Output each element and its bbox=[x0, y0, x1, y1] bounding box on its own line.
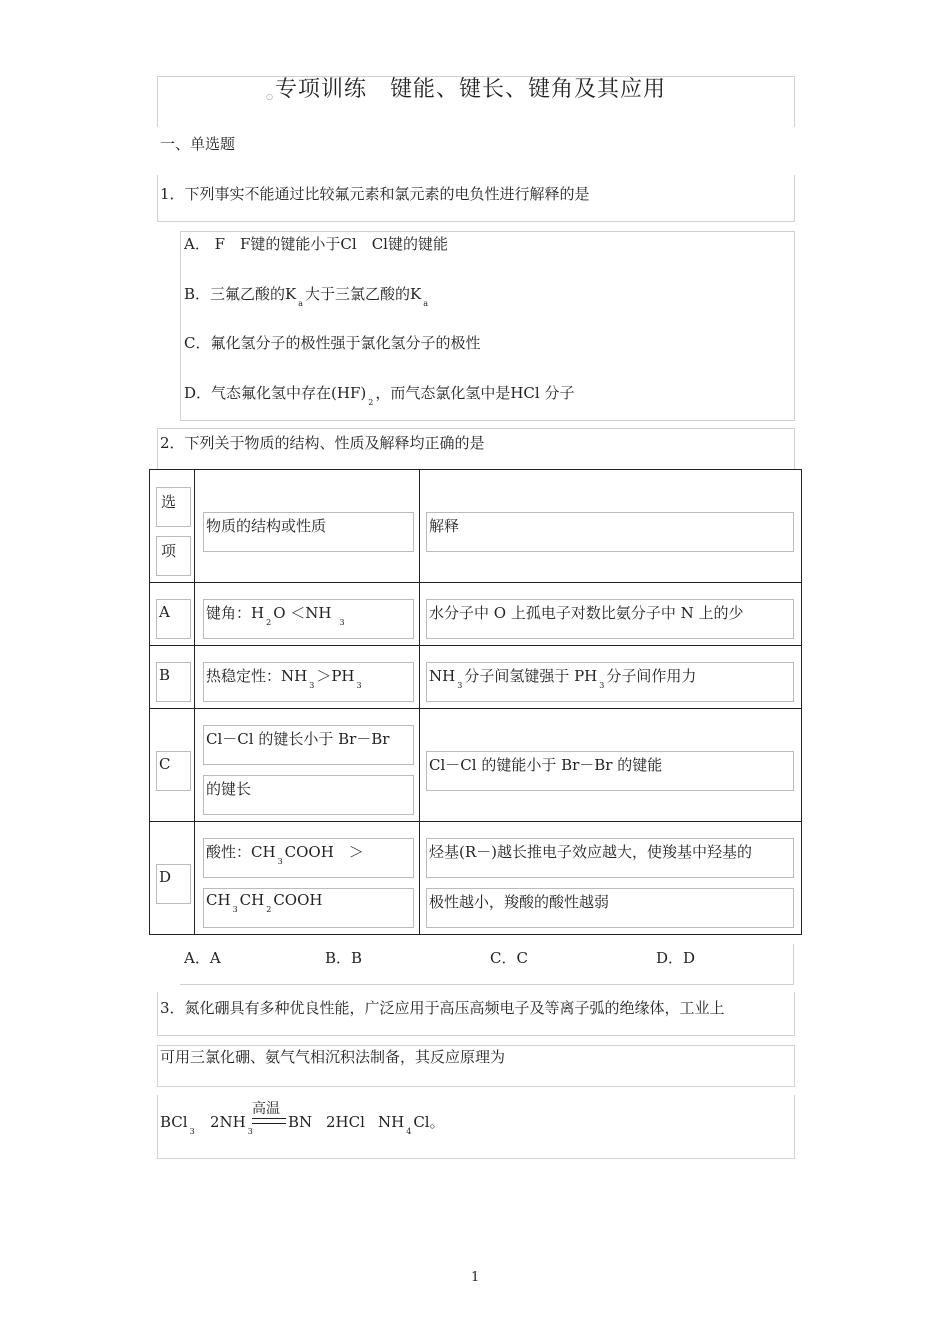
row-b-option-label: B bbox=[159, 666, 171, 684]
q1-option-a: A． F F键的键能小于Cl Cl键的键能 bbox=[184, 235, 448, 253]
row-a-property-text: 键角：$H_2O <NH_3$ bbox=[206, 604, 345, 627]
q2-answer-a: A．A bbox=[184, 949, 221, 967]
row-c-option-label: C bbox=[159, 755, 171, 773]
row-c-property-line2: 的键长 bbox=[206, 780, 252, 798]
row-d-option bbox=[150, 822, 195, 935]
product-bn: BN bbox=[288, 1113, 313, 1131]
row-d-option-label: D bbox=[159, 868, 172, 886]
row-c-explanation bbox=[420, 709, 802, 822]
q1-stem: 1．下列事实不能通过比较氟元素和氯元素的电负性进行解释的是 bbox=[160, 185, 590, 203]
table-row bbox=[150, 709, 802, 822]
q1-option-c: C．氟化氢分子的极性强于氯化氢分子的极性 bbox=[184, 334, 481, 352]
page-title: 专项训练 键能、键长、键角及其应用 bbox=[275, 77, 667, 102]
row-a-property bbox=[195, 583, 420, 646]
table-header-row bbox=[150, 470, 802, 583]
section-heading: 一、单选题 bbox=[160, 135, 236, 153]
product-hcl: 2HCl bbox=[326, 1113, 365, 1131]
row-c-property bbox=[195, 709, 420, 822]
row-b-explanation bbox=[420, 646, 802, 709]
header-option-cell bbox=[150, 470, 195, 583]
header-option-label-2: 项 bbox=[161, 542, 177, 560]
row-a-explanation-text: 水分子中 O 上孤电子对数比氨分子中 N 上的少 bbox=[429, 604, 744, 622]
header-option-label-1: 选 bbox=[161, 493, 177, 511]
table-row bbox=[150, 822, 802, 935]
row-d-property-line2: $CH_3CH_2COOH$ bbox=[206, 891, 323, 914]
table-row bbox=[150, 646, 802, 709]
q3-stem-line2: 可用三氯化硼、氨气气相沉积法制备，其反应原理为 bbox=[160, 1048, 506, 1066]
reaction-condition: 高温 bbox=[252, 1101, 280, 1117]
title-dot: ○ bbox=[266, 92, 273, 101]
row-b-property bbox=[195, 646, 420, 709]
row-c-option bbox=[150, 709, 195, 822]
q1-option-b: B．三氟乙酸的$K_a$大于三氯乙酸的$K_a$ bbox=[184, 285, 429, 308]
page-number: 1 bbox=[471, 1270, 480, 1285]
row-a-option-label: A bbox=[159, 603, 170, 621]
row-b-explanation-text: $NH_3$分子间氢键强于 $PH_3$分子间作用力 bbox=[429, 667, 697, 690]
reaction-equation bbox=[160, 1098, 780, 1154]
q2-stem: 2．下列关于物质的结构、性质及解释均正确的是 bbox=[160, 434, 485, 452]
q2-answer-d: D．D bbox=[656, 949, 696, 967]
reactant-nh3: $2NH_3$ bbox=[210, 1113, 253, 1136]
row-c-explanation-text: Cl－Cl 的键能小于 Br－Br 的键能 bbox=[429, 756, 663, 774]
equals-sign bbox=[252, 1118, 286, 1124]
row-d-property-line1: 酸性：$CH_3COOH$ ＞ bbox=[206, 843, 364, 866]
q2-answer-b: B．B bbox=[325, 949, 363, 967]
row-b-property-text: 热稳定性：$NH_3>PH_3$ bbox=[206, 667, 362, 690]
header-property-label: 物质的结构或性质 bbox=[206, 517, 327, 535]
row-d-explanation-line1: 烃基(R－)越长推电子效应越大，使羧基中羟基的 bbox=[429, 843, 753, 861]
row-a-option bbox=[150, 583, 195, 646]
row-c-property-line1: Cl－Cl 的键长小于 Br－Br bbox=[206, 730, 390, 748]
row-d-explanation bbox=[420, 822, 802, 935]
header-explanation-label: 解释 bbox=[429, 517, 460, 535]
row-d-explanation-line2: 极性越小，羧酸的酸性越弱 bbox=[429, 893, 610, 911]
product-nh4cl: $NH_4Cl$。 bbox=[378, 1113, 445, 1136]
header-explanation-cell bbox=[420, 470, 802, 583]
reactant-bcl3: BCl$_3$ bbox=[160, 1113, 195, 1136]
row-a-explanation bbox=[420, 583, 802, 646]
header-property-cell bbox=[195, 470, 420, 583]
q2-answer-c: C．C bbox=[490, 949, 528, 967]
row-b-option bbox=[150, 646, 195, 709]
row-d-property bbox=[195, 822, 420, 935]
q2-answers-frame bbox=[180, 944, 794, 985]
q2-table bbox=[149, 469, 802, 935]
q1-option-d: D．气态氟化氢中存在$(HF)_2$，而气态氯化氢中是HCl 分子 bbox=[184, 384, 575, 407]
table-row bbox=[150, 583, 802, 646]
q3-stem-line1: 3．氮化硼具有多种优良性能，广泛应用于高压高频电子及等离子弧的绝缘体，工业上 bbox=[160, 999, 725, 1017]
